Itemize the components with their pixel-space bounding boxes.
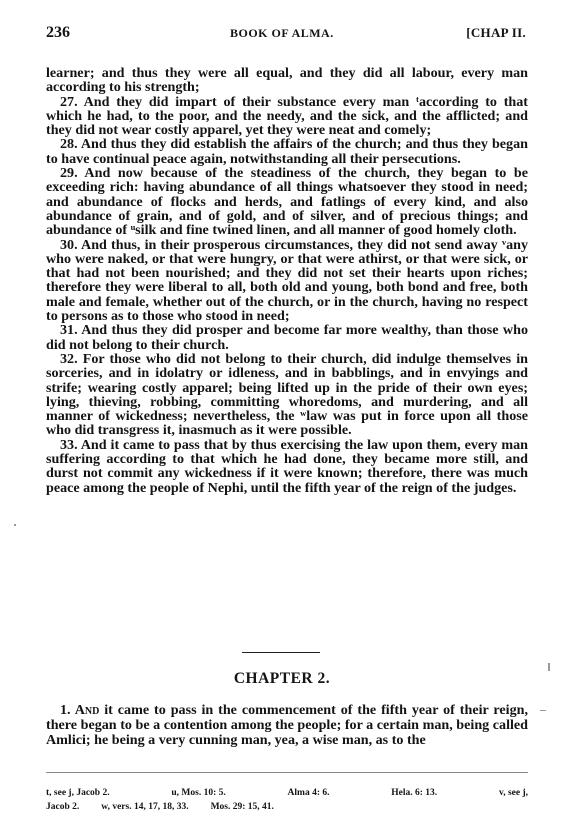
running-title: BOOK OF ALMA.: [230, 26, 334, 40]
footnote-line: [46, 801, 528, 815]
footnote-ref: Mos. 29: 15, 41.: [210, 801, 274, 812]
chapter-reference: [CHAP II.: [466, 25, 526, 40]
margin-speck: [14, 524, 16, 526]
verse-opening-words: 1. And: [60, 702, 100, 718]
verse-26-continuation: learner; and thus they were all equal, and they did all labour, every man according to his strength;: [46, 65, 528, 96]
page-header: [46, 24, 526, 46]
verse-29: 29. And now because of the steadiness of the church, they began to be exceeding rich: having abundance of all things whatsoever they stood in need; and abundance of flocks and herds, and fatlings of every kind, and also abundance of grain, and of gold, and of silver, and of precious things; and abundance of ᵘsilk and fine twined linen, and all manner of good homely cloth.: [46, 165, 528, 239]
verse-28: 28. And thus they did establish the affairs of the church; and thus they began to have continual peace again, notwithstanding all their persecutions.: [46, 136, 528, 167]
footnote-ref: v, see j,: [498, 788, 528, 798]
chapter-2-verse-1: [46, 703, 528, 747]
footnote-ref: w, vers. 14, 17, 18, 33.: [101, 801, 189, 812]
verse-27: 27. And they did impart of their substance every man ᵗaccording to that which he had, to the poor, and the needy, and the sick, and the afflicted; and they did not wear costly apparel, yet they were neat and comely;: [46, 93, 528, 139]
footnote-ref: u, Mos. 10: 5.: [171, 788, 226, 798]
footnotes: [46, 787, 528, 814]
footnote-line: [46, 787, 528, 801]
footnote-ref: Alma 4: 6.: [287, 788, 330, 798]
footnote-ref: t, see j, Jacob 2.: [46, 788, 110, 798]
verse-32: 32. For those who did not belong to their church, did indulge themselves in sorceries, and in idolatry or idleness, and in babblings, and in envyings and strife; wearing costly apparel; being lifted up in the pride of their own eyes; lying, thieving, robbing, committing whoredoms, and murdering, and all manner of wickedness; nevertheless, the ʷlaw was put in force upon all those who did transgress it, inasmuch as it were possible.: [46, 350, 528, 439]
verse-1-text: it came to pass in the commencement of the fifth year of their reign, there began to be a contention among the people; for a certain man, being called Amlici; he being a very cunning man, yea, a wise man, as to the: [46, 702, 528, 748]
footnote-ref: Hela. 6: 13.: [391, 788, 438, 798]
margin-speck: [548, 663, 550, 671]
verse-33: 33. And it came to pass that by thus exercising the law upon them, every man suffering according to that which he had done, they became more still, and durst not commit any wickedness if it were known; therefore, there was much peace among the people of Nephi, until the fifth year of the reign of the judges.: [46, 436, 528, 496]
chapter-heading: CHAPTER 2.: [233, 670, 331, 687]
verse-30: 30. And thus, in their prosperous circumstances, they did not send away ᵛany who were naked, or that were hungry, or that were athirst, or that were sick, or that had not been nourished; and they did not set their hearts upon riches; therefore they were liberal to all, both old and young, both bond and free, both male and female, whether out of the church, or in the church, having no respect to persons as to those who stood in need;: [46, 236, 528, 325]
footnote-divider: [46, 772, 528, 773]
chapter-2-body: [46, 703, 528, 747]
verse-31: 31. And thus they did prosper and become far more wealthy, than those who did not belong to their church.: [46, 322, 528, 353]
section-divider: [242, 652, 320, 653]
chapter-1-body: [46, 66, 528, 495]
page-number: 236: [46, 24, 70, 41]
footnote-ref: Jacob 2.: [46, 801, 80, 812]
margin-speck: [540, 710, 546, 711]
